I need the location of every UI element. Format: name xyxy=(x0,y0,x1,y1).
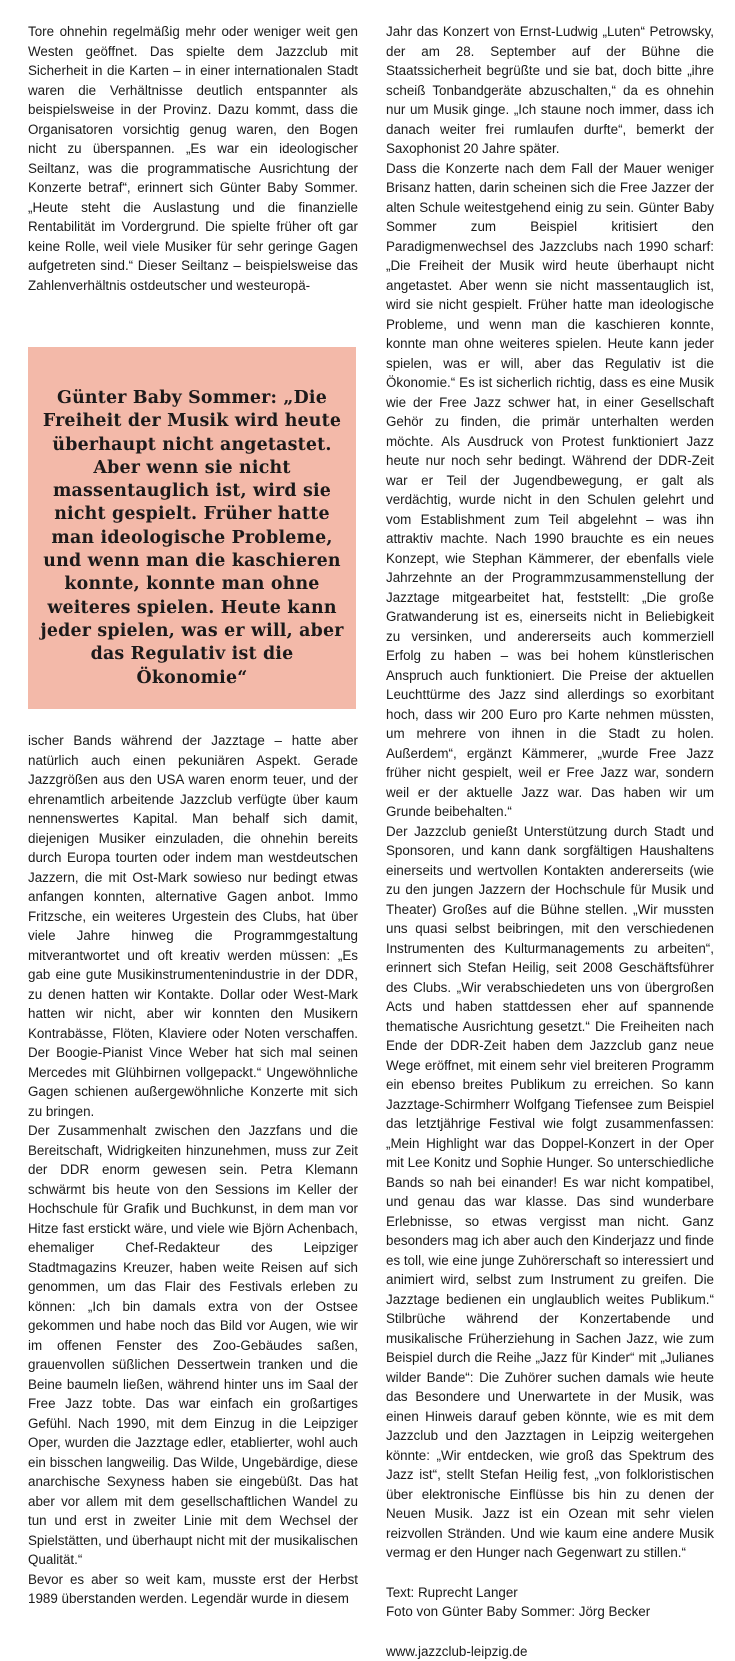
article-paragraph: Dass die Konzerte nach dem Fall der Mauer weniger Brisanz hatten, darin scheinen sich die Free Jazzer der alten Schule weitestgehend einig zu sein. Günter Baby Sommer zum Beispiel kritisiert den Paradigmenwechsel des Jazzclubs nach 1990 scharf: „Die Freiheit der Musik wird heute überhaupt nicht angetastet. Aber wenn sie nicht massentauglich ist, wird sie nicht gespielt. Früher hatte man ideologische Probleme, und wenn man die kaschieren konnte, konnte man ohne weiteres spielen. Heute kann jeder spielen, was er will, aber das Regulativ ist die Ökonomie.“ Es ist sicherlich richtig, dass es eine Musik wie der Free Jazz schwer hat, in einer Gesellschaft Gehör zu finden, die primär unterhalten werden möchte. Als Ausdruck von Protest funktioniert Jazz heute nur noch sehr bedingt. Während der DDR-Zeit war er Teil der Jugendbewegung, er galt als verdächtig, wurde nicht in den Schulen gelehrt und vom Establishment zum Teil abgelehnt – was ihn attraktiv machte. Nach 1990 brauchte es ein neues Konzept, wie Stephan Kämmerer, der ebenfalls viele Jahrzehnte an der Programmzusammenstellung der Jazztage mitgearbeitet hat, feststellt: „Die große Gratwanderung ist es, einerseits nicht in Beliebigkeit zu versinken, und andererseits auch kommerziell Erfolg zu haben – was bei hohem künstlerischen Anspruch auch funktioniert. Die Preise der aktuellen Leuchttürme des Jazz sind allerdings so exorbitant hoch, dass wir 200 Euro pro Karte nehmen müssten, um mehrere von ihnen in die Stadt zu holen. Außerdem“, ergänzt Kämmerer, „wurde Free Jazz früher nicht gespielt, weil er Free Jazz war, sondern weil er der aktuelle Jazz war. Das haben wir um Grunde beibehalten.“ xyxy=(386,159,714,822)
left-column xyxy=(28,22,358,1609)
article-paragraph: Jahr das Konzert von Ernst-Ludwig „Luten“ Petrowsky, der am 28. September auf der Bühne die Staatssicherheit begrüßte und sie bat, doch bitte „ihre scheiß Tonbandgeräte abzuschalten,“ da es ohnehin nur um Musik ginge. „Ich staune noch immer, dass ich danach weiter frei rumlaufen durfte“, bemerkt der Saxophonist 20 Jahre später. xyxy=(386,22,714,159)
website-link[interactable]: www.jazzclub-leipzig.de xyxy=(386,1642,714,1661)
article-paragraph: Der Jazzclub genießt Unterstützung durch Stadt und Sponsoren, und kann dank sorgfältigen Haushaltens einerseits und wertvollen Kontakten andererseits (wie zu den jungen Jazzern der Hochschule für Musik und Theater) Großes auf die Bühne stellen. „Wir mussten uns quasi selbst beibringen, mit den verschiedenen Instrumenten des Kulturmanagements zu arbeiten“, erinnert sich Stefan Heilig, seit 2008 Geschäftsführer des Clubs. „Wir verabschiedeten uns von übergroßen Acts und haben stattdessen eher auf spannende thematische Ausrichtung gesetzt.“ Die Freiheiten nach Ende der DDR-Zeit haben dem Jazzclub ganz neue Wege eröffnet, mit einem sehr viel breiteren Programm ein ebenso breites Publikum zu erreichen. So kann Jazztage-Schirmherr Wolfgang Tiefensee zum Beispiel das letztjährige Festival wie folgt zusammenfassen: „Mein Highlight war das Doppel-Konzert in der Oper mit Lee Konitz und Sophie Hunger. So unterschiedliche Bands so nah bei einander! Es war nicht kompatibel, und genau das war klasse. Das sind wunderbare Erlebnisse, so etwas vergisst man nicht. Ganz besonders mag ich aber auch den Kinderjazz und finde es toll, wie eine junge Zuhörerschaft so interessiert und animiert wird, selbst zum Instrument zu greifen. Die Jazztage bedienen ein unglaublich weites Publikum.“ Stilbrüche während der Konzertabende und musikalische Früherziehung in Sachen Jazz, wie zum Beispiel durch die Reihe „Jazz für Kinder“ mit „Julianes wilder Bande“: Die Zuhörer suchen damals wie heute das Besondere und Unerwartete in der Musik, was einen Hinweis darauf geben könnte, wie es mit dem Jazzclub und den Jazztagen in Leipzig weitergehen könnte: „Wir entdecken, wie groß das Spektrum des Jazz ist“, stellt Stefan Heilig fest, „von folkloristischen über elektronische Einflüsse bis hin zu denen der Neuen Musik. Jazz ist ein Ozean mit sehr vielen reizvollen Stränden. Und wie kaum eine andere Musik vermag er den Hunger nach Gegenwart zu stillen.“ xyxy=(386,822,714,1563)
article-paragraph: Der Zusammenhalt zwischen den Jazzfans und die Bereitschaft, Widrigkeiten hinzunehmen, muss zur Zeit der DDR enorm gewesen sein. Petra Klemann schwärmt bis heute von den Sessions im Keller der Hochschule für Grafik und Buchkunst, in dem man vor Hitze fast erstickt wäre, und viele wie Björn Achenbach, ehemaliger Chef-Redakteur des Leipziger Stadtmagazins Kreuzer, haben weite Reisen auf sich genommen, um das Flair des Festivals erleben zu können: „Ich bin damals extra von der Ostsee gekommen und habe noch das Bild vor Augen, wie wir im offenen Fenster des Zoo-Gebäudes saßen, grauenvollen süßlichen Dessertwein tranken und die Beine baumeln ließen, während hinter uns im Saal der Free Jazz tobte. Das war einfach ein großartiges Gefühl. Nach 1990, mit dem Einzug in die Leipziger Oper, wurden die Jazztage edler, etablierter, wohl auch ein bisschen langweilig. Das Wilde, Ungebärdige, diese anarchische Sexyness haben sie eingebüßt. Das hat aber vor allem mit dem gesellschaftlichen Wandel zu tun und erst in zweiter Linie mit dem Wechsel der Spielstätten, und überhaupt nicht mit der musikalischen Qualität.“ xyxy=(28,1121,358,1570)
pull-quote-box xyxy=(28,347,356,709)
text-credit: Text: Ruprecht Langer xyxy=(386,1583,714,1603)
right-column xyxy=(386,22,714,1661)
pull-quote-text: Günter Baby Sommer: „Die Freiheit der Musik wird heute überhaupt nicht angetastet. Aber wenn sie nicht massentauglich ist, wird sie nicht gespielt. Früher hatte man ideologische Probleme, und wenn man die kaschieren konnte, konnte man ohne weiteres spielen. Heute kann jeder spielen, was er will, aber das Regulativ ist die Ökonomie“ xyxy=(40,387,344,690)
article-paragraph: ischer Bands während der Jazztage – hatte aber natürlich auch einen pekuniären Aspekt. Gerade Jazzgrößen aus den USA waren enorm teuer, und der ehrenamtlich arbeitende Jazzclub verfügte über kaum nennenswertes Kapital. Man behalf sich damit, diejenigen Musiker einzuladen, die ohnehin bereits durch Europa tourten oder indem man westdeutschen Jazzern, die mit Ost-Mark sowieso nur bedingt etwas anfangen konnten, alternative Gagen anbot. Immo Fritzsche, ein weiteres Urgestein des Clubs, hat über viele Jahre hinweg die Programmgestaltung mitverantwortet und oft kreativ werden müssen: „Es gab eine gute Musikinstrumentenindustrie in der DDR, zu denen hatten wir Kontakte. Dollar oder West-Mark hatten wir nicht, aber wir konnten den Musikern Kontrabässe, Flöten, Klaviere oder Noten verschaffen. Der Boogie-Pianist Vince Weber hat sich mal seinen Mercedes mit Glühbirnen vollgepackt.“ Ungewöhnliche Gagen schienen außergewöhnliche Konzerte mit sich zu bringen. xyxy=(28,731,358,1121)
article-credits xyxy=(386,1583,714,1622)
article-paragraph: Bevor es aber so weit kam, musste erst der Herbst 1989 überstanden werden. Legendär wurde in diesem xyxy=(28,1570,358,1609)
photo-credit: Foto von Günter Baby Sommer: Jörg Becker xyxy=(386,1602,714,1622)
article-paragraph: Tore ohnehin regelmäßig mehr oder weniger weit gen Westen geöffnet. Das spielte dem Jazzclub mit Sicherheit in die Karten – in einer internationalen Stadt waren die Verhältnisse deutlich entspannter als beispielsweise in der Provinz. Dazu kommt, dass die Organisatoren vorsichtig genug waren, den Bogen nicht zu überspannen. „Es war ein ideologischer Seiltanz, was die programmatische Ausrichtung der Konzerte betraf“, erinnert sich Günter Baby Sommer. „Heute steht die Auslastung und die finanzielle Rentabilität im Vordergrund. Die spielte früher oft gar keine Rolle, weil viele Musiker für sehr geringe Gagen aufgetreten sind.“ Dieser Seiltanz – beispielsweise das Zahlenverhältnis ostdeutscher und westeuropä- xyxy=(28,22,358,295)
